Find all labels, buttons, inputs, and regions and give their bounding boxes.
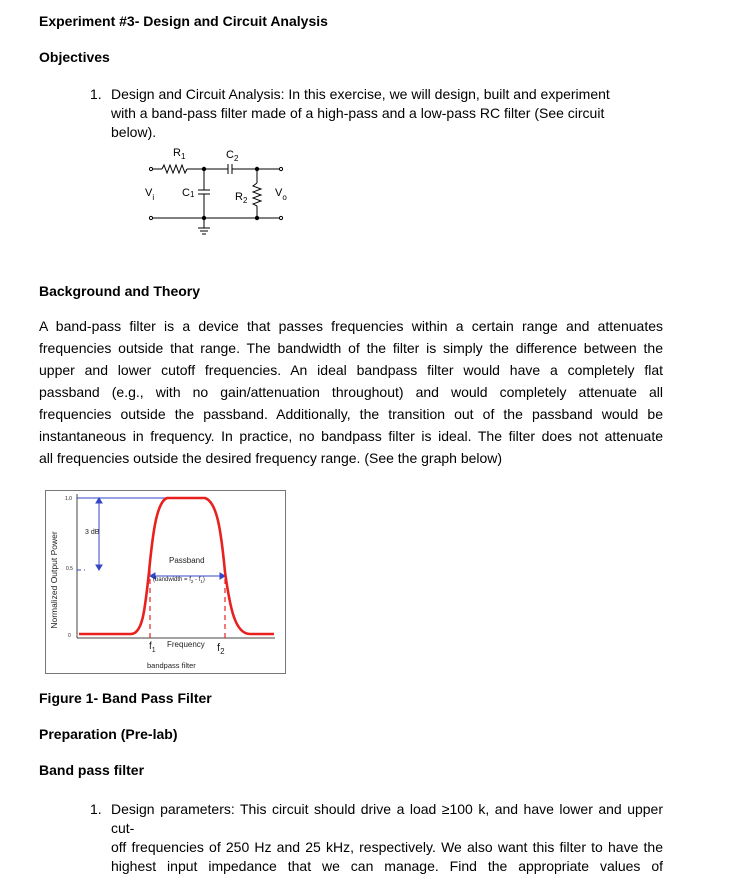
page-title: Experiment #3- Design and Circuit Analysis [39, 13, 328, 29]
r2-label: $R_2$ [235, 191, 248, 205]
junction-dot [255, 167, 259, 171]
bandpass-circuit-diagram [135, 140, 315, 240]
tick-label-mid: 0.5 [66, 566, 73, 572]
db-label: 3 dB [85, 529, 100, 536]
design-line: highest input impedance that we can manage. Find the appropriate values of [111, 858, 663, 874]
background-line: all frequencies outside the desired frequency range. (See the graph below) [39, 450, 503, 466]
junction-dot [255, 216, 259, 220]
background-line: upper and lower cutoff frequencies. An ideal bandpass filter would have a completely flat [39, 362, 663, 378]
vo-label: $V_o$ [275, 187, 287, 202]
c2-label: $C_2$ [226, 149, 239, 163]
background-heading: Background and Theory [39, 283, 201, 299]
bandpass-heading: Band pass filter [39, 762, 145, 778]
design-line: off frequencies of 250 Hz and 25 kHz, respectively. We also want this filter to have the [111, 839, 663, 855]
background-paragraph [39, 315, 663, 469]
c1-label: C1 [182, 187, 195, 199]
bandwidth-label: (bandwidth = $f_2 - f_1$) [153, 577, 205, 584]
frequency-label: Frequency [167, 640, 205, 649]
background-line: frequencies outside that range. The bandwidth of the filter is simply the difference between the [39, 340, 663, 356]
junction-dot [202, 216, 206, 220]
design-number: 1. [90, 801, 102, 817]
objective-line: with a band-pass filter made of a high-pass and a low-pass RC filter (See circuit [111, 105, 605, 121]
bandpass-response-graph [45, 490, 287, 675]
background-line: frequencies outside the passband. Additionally, the transition out of the passband would be [39, 406, 663, 422]
f1-label: $f_1$ [149, 641, 156, 654]
preparation-heading: Preparation (Pre-lab) [39, 726, 178, 742]
figure-caption: Figure 1- Band Pass Filter [39, 690, 212, 706]
passband-label: Passband [169, 556, 205, 565]
r1-label: $R_1$ [173, 147, 186, 161]
vi-label: $V_i$ [145, 187, 155, 202]
objective-number: 1. [90, 86, 102, 102]
y-axis-label: Normalized Output Power [49, 531, 59, 629]
objective-text [111, 85, 631, 142]
tick-label-zero: 0 [68, 633, 71, 639]
background-line: passband (e.g., with no gain/attenuation throughout) and would completely attenuate all [39, 384, 663, 400]
f2-label: $f_2$ [217, 642, 225, 656]
graph-caption: bandpass filter [147, 661, 196, 670]
background-line: A band-pass filter is a device that passes frequencies within a certain range and attenuates [39, 318, 663, 334]
objectives-heading: Objectives [39, 49, 110, 65]
junction-dot [202, 167, 206, 171]
design-line: Design parameters: This circuit should drive a load ≥100 k, and have lower and upper cut- [111, 801, 663, 836]
design-text [111, 800, 663, 876]
objective-line: Design and Circuit Analysis: In this exercise, we will design, built and experiment [111, 86, 610, 102]
tick-label-top: 1.0 [65, 496, 72, 502]
background-line: instantaneous in frequency. In practice, no bandpass filter is ideal. The filter does not attenuate [39, 428, 663, 444]
objective-line: below). [111, 124, 157, 140]
